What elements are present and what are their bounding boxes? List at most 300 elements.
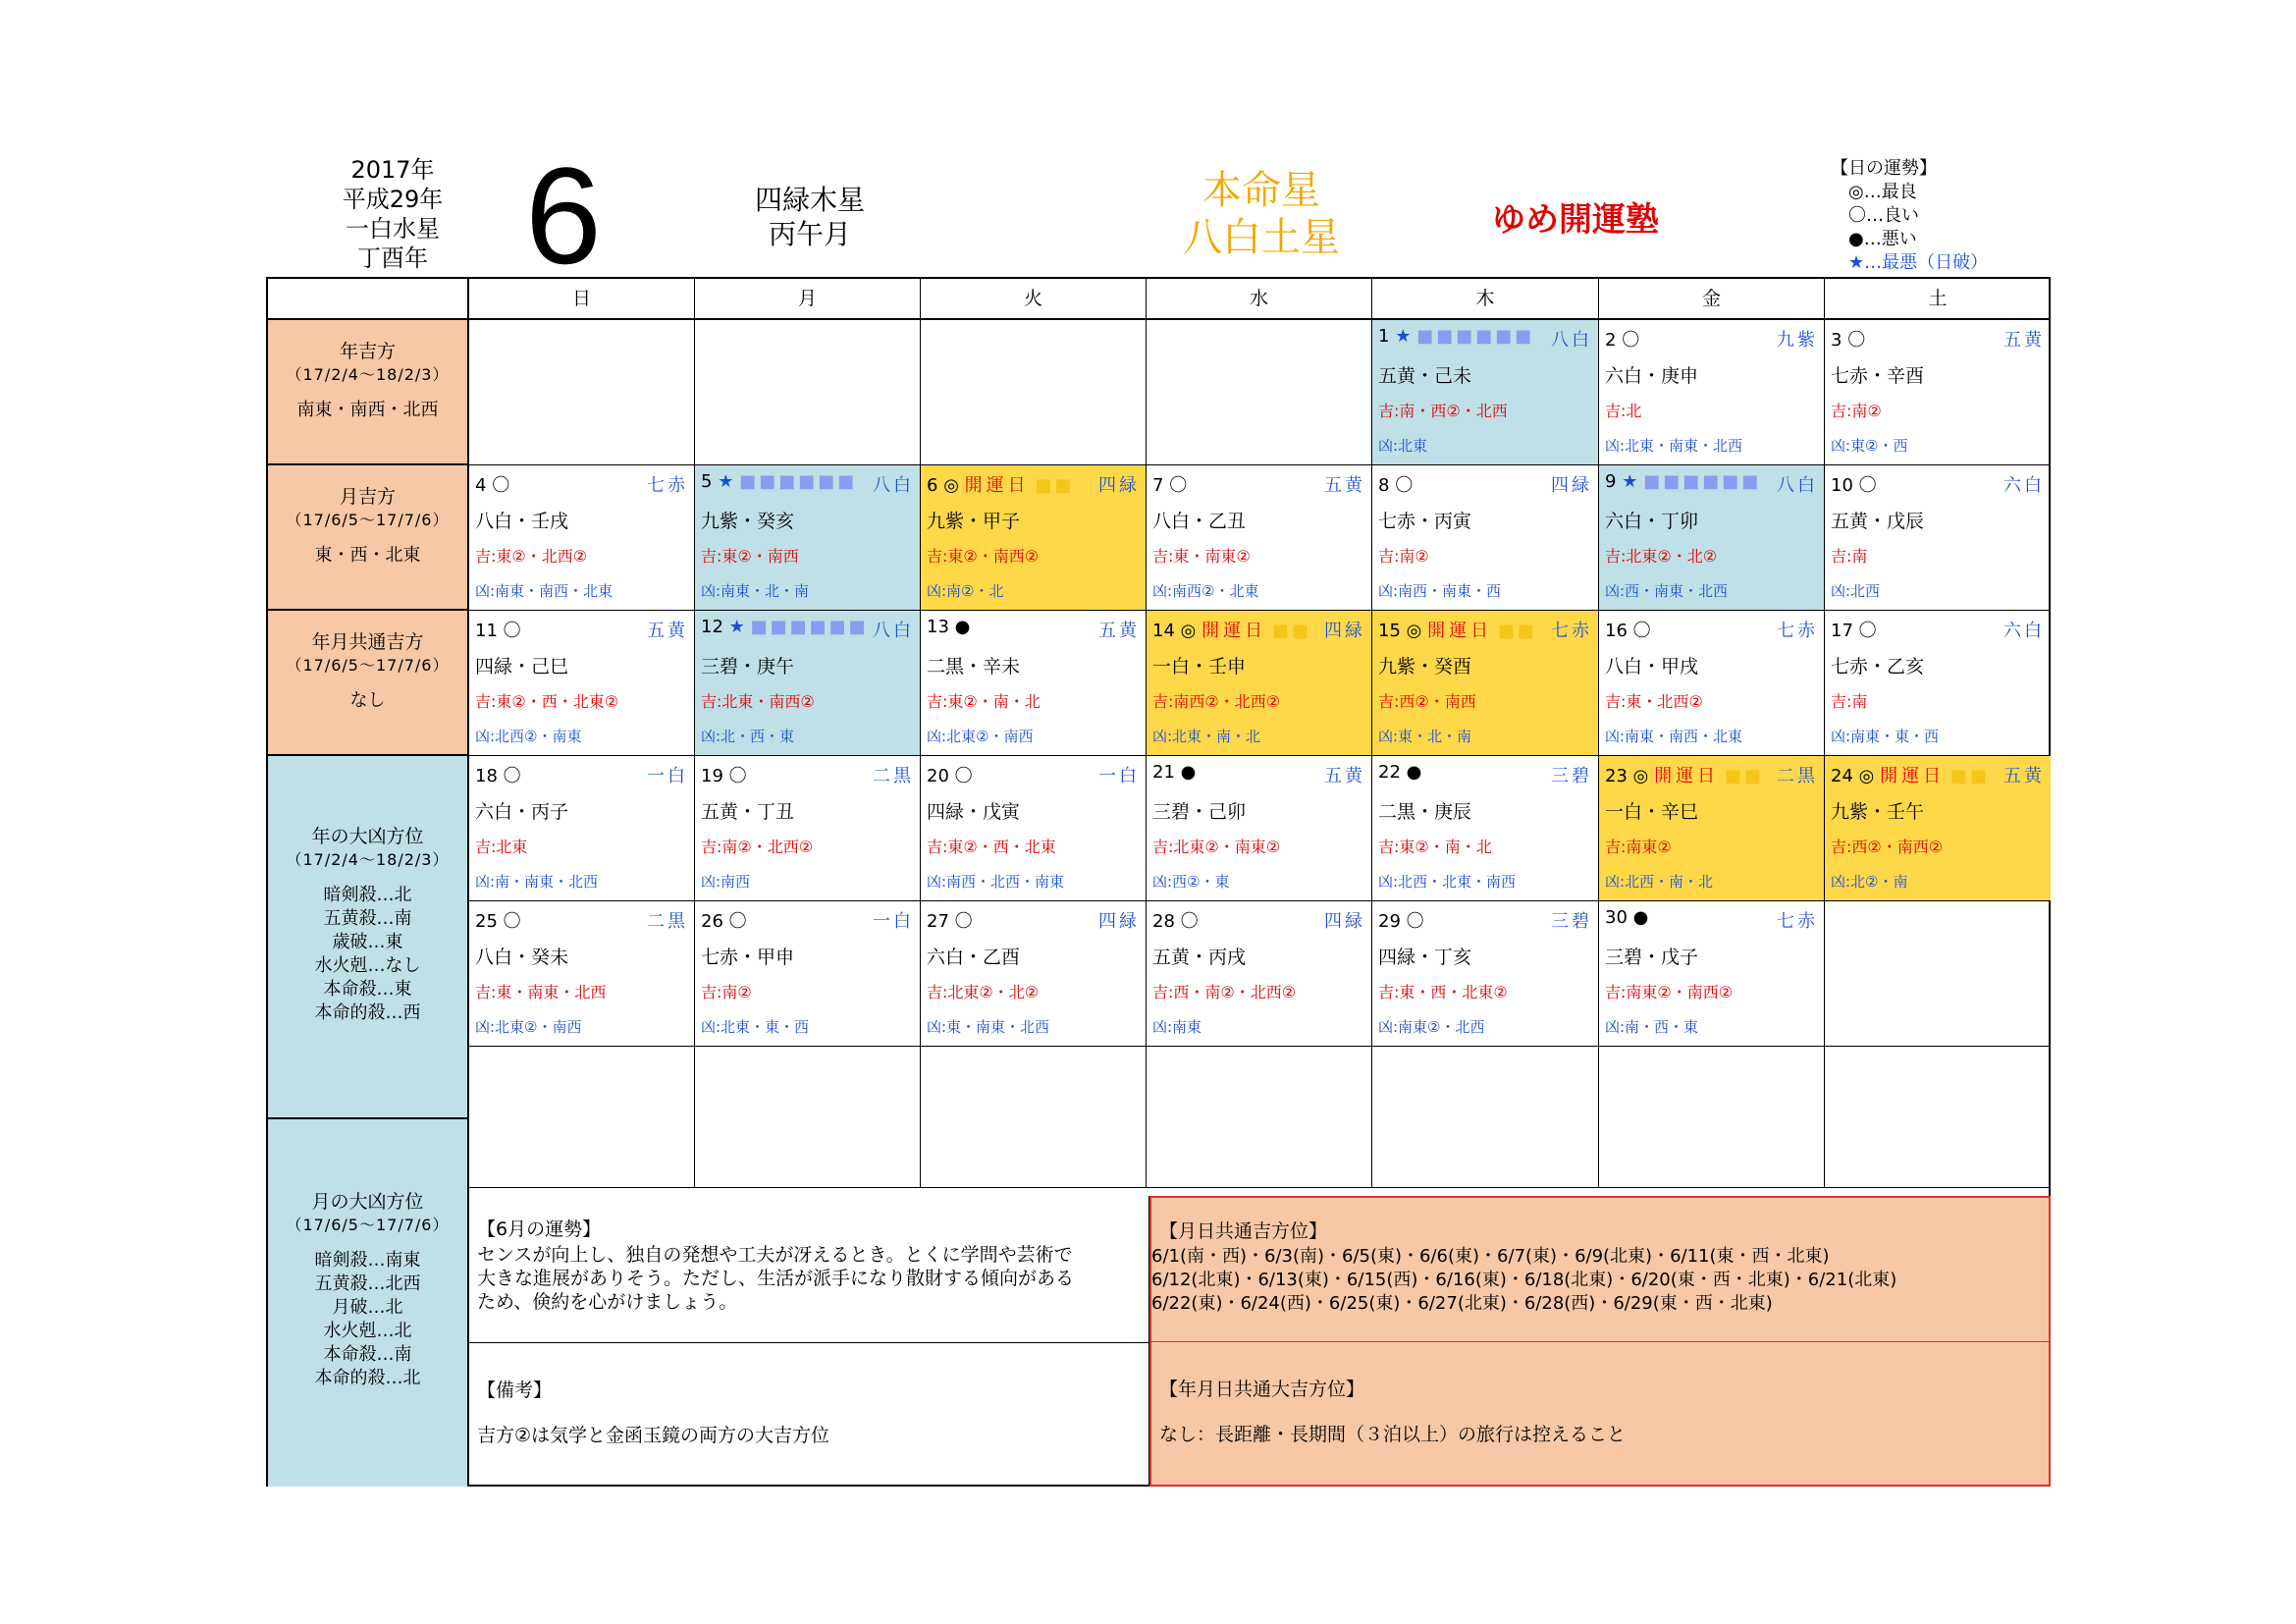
day-number: 10	[1831, 475, 1853, 496]
worst-day-bar: ■■■■■■	[1416, 326, 1535, 347]
empty-day-cell	[1599, 1047, 1825, 1188]
empty-day-cell	[695, 1047, 921, 1188]
day-number: 22	[1378, 762, 1401, 783]
honmei-star	[1153, 167, 1369, 261]
side-month-bad	[268, 1119, 469, 1487]
day-kyusei: 八白	[1551, 330, 1592, 351]
side-bad-item: 月破…北	[332, 1297, 403, 1318]
month-fortune-box	[469, 1196, 1149, 1343]
side-dirs: なし	[349, 690, 386, 711]
day-number: 26	[701, 911, 723, 932]
day-unlucky-directions: 凶:北・西・東	[701, 728, 795, 745]
day-fortune-mark: 〇	[1632, 621, 1651, 641]
day-kyusei: 五黄	[2003, 330, 2045, 351]
day-cell	[695, 465, 921, 611]
side-dirs: 南東・南西・北西	[296, 400, 439, 420]
day-fortune-mark: 〇	[1847, 330, 1866, 351]
day-unlucky-directions: 凶:南西	[701, 873, 751, 891]
day-number: 14	[1152, 621, 1175, 641]
day-kanshi: 四緑・丁亥	[1378, 947, 1472, 968]
day-unlucky-directions: 凶:東②・西	[1831, 437, 1908, 455]
side-year-bad	[268, 756, 469, 1119]
kaiun-day-label: 開運日	[1880, 766, 1946, 786]
day-number: 6	[927, 475, 938, 496]
day-fortune-mark: ◎	[943, 475, 959, 496]
legend	[1831, 157, 1988, 275]
side-year-luck	[268, 320, 469, 465]
day-cell	[1147, 611, 1372, 756]
day-kyusei: 七赤	[1551, 621, 1592, 641]
day-kanshi: 五黄・己未	[1378, 365, 1472, 387]
day-fortune-mark: 〇	[1622, 330, 1640, 351]
kaiun-day-bar: ■■	[1271, 621, 1311, 641]
side-range: （17/6/5～17/7/6）	[286, 511, 450, 529]
side-bad-item: 水火剋…なし	[314, 955, 421, 976]
day-number: 7	[1152, 475, 1164, 496]
empty-day-cell	[921, 1047, 1147, 1188]
day-kanshi: 二黒・庚辰	[1378, 801, 1472, 823]
day-kyusei: 五黄	[2003, 766, 2045, 786]
kaiun-day-label: 開運日	[1427, 621, 1493, 641]
side-range: （17/2/4～18/2/3）	[286, 850, 450, 869]
weekday-header: 土	[1825, 279, 2051, 320]
day-unlucky-directions: 凶:北東・南東・北西	[1605, 437, 1743, 455]
day-lucky-directions: 吉:東・西・北東②	[1378, 983, 1508, 1001]
weekday-header: 金	[1599, 279, 1825, 320]
day-unlucky-directions: 凶:北西・北東・南西	[1378, 873, 1517, 891]
side-range: （17/2/4～18/2/3）	[286, 365, 450, 384]
day-number: 27	[927, 911, 949, 932]
day-kanshi: 七赤・乙亥	[1831, 656, 1925, 677]
day-kanshi: 三碧・戊子	[1605, 947, 1699, 968]
day-fortune-mark: ★	[1622, 471, 1638, 492]
side-bad-item: 本命的殺…北	[314, 1368, 421, 1388]
day-kyusei: 四緑	[1324, 911, 1365, 932]
side-bad-list	[268, 1249, 467, 1390]
day-unlucky-directions: 凶:北東・南・北	[1152, 728, 1261, 745]
day-lucky-directions: 吉:東②・南・北	[927, 692, 1041, 711]
weekday-header: 月	[695, 279, 921, 320]
empty-day-cell	[1147, 1047, 1372, 1188]
day-fortune-mark: ●	[1632, 907, 1649, 928]
day-fortune-mark: ●	[1180, 762, 1197, 783]
day-number: 17	[1831, 621, 1853, 641]
day-cell	[1825, 320, 2051, 465]
day-cell	[1825, 465, 2051, 611]
weekday-header: 火	[921, 279, 1147, 320]
day-number: 9	[1605, 471, 1617, 492]
day-lucky-directions: 吉:南②・北西②	[701, 838, 814, 856]
empty-day-cell	[469, 320, 695, 465]
day-number: 12	[701, 617, 723, 637]
day-kanshi: 七赤・甲申	[701, 947, 795, 968]
day-kanshi: 四緑・己巳	[475, 656, 569, 677]
side-title: 月吉方	[339, 486, 396, 508]
worst-day-bar: ■■■■■■	[739, 471, 858, 492]
day-kanshi: 九紫・壬午	[1831, 801, 1925, 823]
day-fortune-mark: ◎	[1632, 766, 1649, 786]
day-kyusei: 五黄	[1324, 766, 1365, 786]
empty-day-cell	[1825, 1047, 2051, 1188]
box-title: 【備考】	[477, 1380, 553, 1401]
kaiun-day-bar: ■■	[1035, 475, 1075, 496]
day-kyusei: 五黄	[1098, 621, 1140, 641]
day-number: 19	[701, 766, 723, 786]
day-lucky-directions: 吉:南	[1831, 692, 1868, 711]
day-kanshi: 三碧・己卯	[1152, 801, 1247, 823]
day-lucky-directions: 吉:南・西②・北西	[1378, 402, 1508, 420]
day-lucky-directions: 吉:東②・西・北東②	[475, 692, 619, 711]
day-cell	[1372, 611, 1599, 756]
side-dirs: 東・西・北東	[314, 545, 421, 566]
honmei-line: 八白土星	[1183, 215, 1340, 260]
day-lucky-directions: 吉:南東②・南西②	[1605, 983, 1734, 1001]
day-fortune-mark: ★	[718, 471, 734, 492]
day-number: 20	[927, 766, 949, 786]
day-kanshi: 四緑・戊寅	[927, 801, 1021, 823]
day-number: 29	[1378, 911, 1401, 932]
day-fortune-mark: 〇	[1180, 911, 1199, 932]
day-kanshi: 九紫・甲子	[927, 511, 1021, 532]
day-unlucky-directions: 凶:北西②・南東	[475, 728, 582, 745]
day-fortune-mark: 〇	[954, 911, 973, 932]
remarks-text: 吉方②は気学と金函玉鏡の両方の大吉方位	[477, 1425, 830, 1446]
day-kyusei: 八白	[873, 475, 914, 496]
day-number: 30	[1605, 907, 1628, 928]
side-bad-item: 本命的殺…西	[314, 1002, 421, 1023]
day-lucky-directions: 吉:北東②・南東②	[1152, 838, 1281, 856]
honmei-line: 本命星	[1202, 168, 1320, 213]
side-bad-item: 暗剣殺…北	[323, 885, 412, 905]
day-lucky-directions: 吉:東②・北西②	[475, 547, 588, 566]
side-title: 年の大凶方位	[311, 826, 424, 847]
day-cell	[921, 465, 1147, 611]
common-direction-line: 6/1(南・西)・6/3(南)・6/5(東)・6/6(東)・6/7(東)・6/9(北東)・6/11(東・西・北東)	[1151, 1246, 1830, 1267]
day-fortune-mark: 〇	[728, 766, 747, 786]
day-kanshi: 八白・壬戌	[475, 511, 569, 532]
year-line: 平成29年	[342, 186, 444, 213]
kaiun-day-label: 開運日	[1654, 766, 1720, 786]
day-cell	[1372, 465, 1599, 611]
day-fortune-mark: ★	[728, 617, 745, 637]
day-cell	[469, 756, 695, 901]
legend-item-good: 〇…良い	[1848, 205, 1919, 226]
day-number: 24	[1831, 766, 1853, 786]
day-unlucky-directions: 凶:南東・南西・北東	[1605, 728, 1743, 745]
day-lucky-directions: 吉:南②	[1831, 402, 1882, 420]
day-cell	[1825, 756, 2051, 901]
day-kanshi: 一白・壬申	[1152, 656, 1247, 677]
month-star	[721, 183, 898, 251]
day-cell	[1372, 320, 1599, 465]
empty-day-cell	[921, 320, 1147, 465]
side-bad-list	[268, 884, 467, 1025]
year-info	[294, 155, 491, 273]
day-lucky-directions: 吉:東・南東・北西	[475, 983, 607, 1001]
day-fortune-mark: 〇	[1395, 475, 1414, 496]
day-cell	[1372, 756, 1599, 901]
kaiun-day-bar: ■■	[1497, 621, 1537, 641]
day-unlucky-directions: 凶:東・北・南	[1378, 728, 1472, 745]
day-kanshi: 八白・乙丑	[1152, 511, 1247, 532]
day-number: 2	[1605, 330, 1617, 351]
day-kanshi: 五黄・戊辰	[1831, 511, 1925, 532]
day-kanshi: 九紫・癸酉	[1378, 656, 1472, 677]
day-lucky-directions: 吉:東・南東②	[1152, 547, 1251, 566]
day-fortune-mark: 〇	[1858, 475, 1877, 496]
day-cell	[1147, 465, 1372, 611]
day-number: 11	[475, 621, 498, 641]
day-number: 4	[475, 475, 487, 496]
day-cell	[1372, 901, 1599, 1047]
side-bad-item: 五黄殺…北西	[314, 1273, 421, 1294]
day-fortune-mark: 〇	[954, 766, 973, 786]
day-lucky-directions: 吉:南東②	[1605, 838, 1672, 856]
fortune-line: 大きな進展がありそう。ただし、生活が派手になり散財する傾向がある	[477, 1268, 1075, 1289]
year-line: 2017年	[350, 156, 435, 184]
side-range: （17/6/5～17/7/6）	[286, 656, 450, 675]
side-range: （17/6/5～17/7/6）	[286, 1216, 450, 1234]
day-unlucky-directions: 凶:南東・北・南	[701, 582, 810, 600]
day-cell	[1599, 465, 1825, 611]
day-unlucky-directions: 凶:南西②・北東	[1152, 582, 1259, 600]
side-common-luck	[268, 611, 469, 756]
fortune-line: ため、倹約を心がけましょう。	[477, 1291, 738, 1313]
box-title: 【6月の運勢】	[477, 1218, 602, 1240]
day-cell	[921, 611, 1147, 756]
day-kanshi: 六白・乙酉	[927, 947, 1021, 968]
day-cell	[1599, 320, 1825, 465]
day-lucky-directions: 吉:北	[1605, 402, 1642, 420]
day-lucky-directions: 吉:西②・南西②	[1831, 838, 1944, 856]
legend-item-worst: ★…最悪（日破）	[1848, 252, 1989, 273]
day-kyusei: 四緑	[1098, 475, 1140, 496]
day-number: 16	[1605, 621, 1628, 641]
month-number: 6	[525, 138, 602, 293]
day-fortune-mark: ●	[954, 617, 971, 637]
worst-day-bar: ■■■■■■	[750, 617, 869, 637]
day-unlucky-directions: 凶:西・南東・北西	[1605, 582, 1729, 600]
day-cell	[1599, 901, 1825, 1047]
day-kanshi: 九紫・癸亥	[701, 511, 795, 532]
day-cell	[1147, 756, 1372, 901]
day-number: 15	[1378, 621, 1401, 641]
side-bad-item: 暗剣殺…南東	[314, 1250, 421, 1271]
kaiun-day-bar: ■■	[1724, 766, 1764, 786]
day-kanshi: 一白・辛巳	[1605, 801, 1699, 823]
side-bad-item: 水火剋…北	[323, 1321, 412, 1341]
day-kyusei: 八白	[873, 621, 914, 641]
day-cell	[469, 611, 695, 756]
day-cell	[469, 901, 695, 1047]
year-line: 丁酉年	[357, 244, 428, 272]
legend-title: 【日の運勢】	[1831, 158, 1937, 179]
day-lucky-directions: 吉:南②	[701, 983, 752, 1001]
day-kanshi: 八白・癸未	[475, 947, 569, 968]
box-title: 【月日共通吉方位】	[1159, 1220, 1328, 1242]
day-unlucky-directions: 凶:南②・北	[927, 582, 1004, 600]
kaiun-day-bar: ■■	[1949, 766, 1990, 786]
day-fortune-mark: 〇	[1406, 911, 1424, 932]
day-unlucky-directions: 凶:西②・東	[1152, 873, 1230, 891]
day-fortune-mark: ●	[1406, 762, 1422, 783]
remarks-box	[469, 1343, 1149, 1487]
day-lucky-directions: 吉:北東②・北②	[1605, 547, 1718, 566]
legend-item-bad: ●…悪い	[1848, 229, 1917, 249]
day-unlucky-directions: 凶:北東・東・西	[701, 1018, 810, 1036]
day-kyusei: 四緑	[1551, 475, 1592, 496]
day-number: 18	[475, 766, 498, 786]
day-number: 8	[1378, 475, 1390, 496]
day-kyusei: 六白	[2003, 475, 2045, 496]
day-kyusei: 八白	[1777, 475, 1818, 496]
day-kanshi: 五黄・丙戌	[1152, 947, 1247, 968]
day-lucky-directions: 吉:南	[1831, 547, 1868, 566]
day-fortune-mark: ◎	[1858, 766, 1875, 786]
day-unlucky-directions: 凶:北東	[1378, 437, 1428, 455]
day-lucky-directions: 吉:西・南②・北西②	[1152, 983, 1297, 1001]
day-unlucky-directions: 凶:北②・南	[1831, 873, 1908, 891]
big-direction-text: なし：長距離・長期間（３泊以上）の旅行は控えること	[1159, 1424, 1627, 1445]
day-fortune-mark: 〇	[492, 475, 510, 496]
day-kyusei: 四緑	[1324, 621, 1365, 641]
kaiun-day-label: 開運日	[1201, 621, 1267, 641]
day-fortune-mark: 〇	[503, 621, 521, 641]
day-kanshi: 六白・丁卯	[1605, 511, 1699, 532]
day-unlucky-directions: 凶:北東②・南西	[927, 728, 1034, 745]
day-fortune-mark: ★	[1395, 326, 1412, 347]
day-lucky-directions: 吉:東②・南・北	[1378, 838, 1492, 856]
day-kanshi: 六白・丙子	[475, 801, 569, 823]
side-title: 年月共通吉方	[311, 631, 424, 653]
day-cell	[921, 901, 1147, 1047]
common-direction-line: 6/12(北東)・6/13(東)・6/15(西)・6/16(東)・6/18(北東)・6/20(東・西・北東)・6/21(北東)	[1151, 1270, 1897, 1290]
side-bad-item: 五黄殺…南	[323, 908, 412, 929]
month-star-line: 丙午月	[768, 218, 851, 250]
empty-day-cell	[1825, 901, 2051, 1047]
fortune-line: センスが向上し、独自の発想や工夫が冴えるとき。とくに学問や芸術で	[477, 1244, 1073, 1266]
day-unlucky-directions: 凶:南東・南西・北東	[475, 582, 614, 600]
day-cell	[921, 756, 1147, 901]
month-star-line: 四緑木星	[754, 184, 865, 216]
day-kyusei: 七赤	[1777, 621, 1818, 641]
empty-day-cell	[1147, 320, 1372, 465]
side-title: 年吉方	[339, 341, 396, 362]
weekday-header: 木	[1372, 279, 1599, 320]
day-number: 25	[475, 911, 498, 932]
day-kyusei: 四緑	[1098, 911, 1140, 932]
side-month-luck	[268, 465, 469, 611]
big-direction-box	[1149, 1342, 2051, 1487]
day-kyusei: 一白	[647, 766, 688, 786]
day-kanshi: 五黄・丁丑	[701, 801, 795, 823]
day-number: 21	[1152, 762, 1175, 783]
empty-day-cell	[1372, 1047, 1599, 1188]
day-fortune-mark: 〇	[1858, 621, 1877, 641]
day-kyusei: 五黄	[1324, 475, 1365, 496]
day-lucky-directions: 吉:西②・南西	[1378, 692, 1476, 711]
worst-day-bar: ■■■■■■	[1643, 471, 1762, 492]
day-unlucky-directions: 凶:東・南東・北西	[927, 1018, 1050, 1036]
day-kyusei: 六白	[2003, 621, 2045, 641]
day-kanshi: 三碧・庚午	[701, 656, 795, 677]
day-fortune-mark: 〇	[728, 911, 747, 932]
side-bad-item: 本命殺…南	[323, 1344, 412, 1365]
day-cell	[469, 465, 695, 611]
day-cell	[695, 611, 921, 756]
day-number: 3	[1831, 330, 1842, 351]
common-direction-box	[1149, 1196, 2051, 1343]
day-cell	[1599, 611, 1825, 756]
day-cell	[1599, 756, 1825, 901]
day-kyusei: 二黒	[1777, 766, 1818, 786]
day-lucky-directions: 吉:南②	[1378, 547, 1429, 566]
day-kanshi: 八白・甲戌	[1605, 656, 1699, 677]
day-kanshi: 七赤・丙寅	[1378, 511, 1472, 532]
day-unlucky-directions: 凶:北西・南・北	[1605, 873, 1714, 891]
day-kyusei: 九紫	[1777, 330, 1818, 351]
empty-day-cell	[469, 1047, 695, 1188]
day-unlucky-directions: 凶:南東・東・西	[1831, 728, 1940, 745]
day-unlucky-directions: 凶:南・西・東	[1605, 1018, 1699, 1036]
weekday-header: 日	[469, 279, 695, 320]
day-number: 5	[701, 471, 713, 492]
day-fortune-mark: 〇	[1169, 475, 1188, 496]
day-fortune-mark: ◎	[1406, 621, 1422, 641]
day-kyusei: 三碧	[1551, 911, 1592, 932]
legend-item-best: ◎…最良	[1848, 182, 1917, 202]
day-kyusei: 一白	[873, 911, 914, 932]
day-number: 28	[1152, 911, 1175, 932]
day-cell	[695, 901, 921, 1047]
day-lucky-directions: 吉:東②・南西	[701, 547, 799, 566]
common-direction-line: 6/22(東)・6/24(西)・6/25(東)・6/27(北東)・6/28(西)・6/29(東・西・北東)	[1151, 1293, 1773, 1314]
day-lucky-directions: 吉:東②・南西②	[927, 547, 1040, 566]
brand-title: ゆめ開運塾	[1492, 200, 1659, 240]
day-lucky-directions: 吉:北東②・北②	[927, 983, 1040, 1001]
weekday-header: 水	[1147, 279, 1372, 320]
side-title: 月の大凶方位	[311, 1191, 424, 1213]
day-cell	[695, 756, 921, 901]
day-kyusei: 七赤	[1777, 911, 1818, 932]
year-line: 一白水星	[346, 215, 440, 243]
day-lucky-directions: 吉:南西②・北西②	[1152, 692, 1281, 711]
day-cell	[1147, 901, 1372, 1047]
day-unlucky-directions: 凶:北東②・南西	[475, 1018, 582, 1036]
weekday-header-corner	[268, 279, 469, 320]
day-kyusei: 二黒	[873, 766, 914, 786]
calendar-table	[266, 277, 2051, 1487]
empty-day-cell	[695, 320, 921, 465]
day-kanshi: 七赤・辛酉	[1831, 365, 1925, 387]
day-lucky-directions: 吉:北東・南西②	[701, 692, 815, 711]
day-unlucky-directions: 凶:北西	[1831, 582, 1881, 600]
box-title: 【年月日共通大吉方位】	[1159, 1379, 1365, 1400]
day-number: 1	[1378, 326, 1390, 347]
day-kyusei: 一白	[1098, 766, 1140, 786]
day-kyusei: 三碧	[1551, 766, 1592, 786]
day-lucky-directions: 吉:北東	[475, 838, 528, 856]
day-number: 23	[1605, 766, 1628, 786]
day-kyusei: 七赤	[647, 475, 688, 496]
day-unlucky-directions: 凶:南東	[1152, 1018, 1202, 1036]
day-unlucky-directions: 凶:南西・北西・南東	[927, 873, 1065, 891]
day-kyusei: 五黄	[647, 621, 688, 641]
day-number: 13	[927, 617, 949, 637]
day-unlucky-directions: 凶:南西・南東・西	[1378, 582, 1502, 600]
day-kanshi: 二黒・辛未	[927, 656, 1021, 677]
day-kyusei: 二黒	[647, 911, 688, 932]
